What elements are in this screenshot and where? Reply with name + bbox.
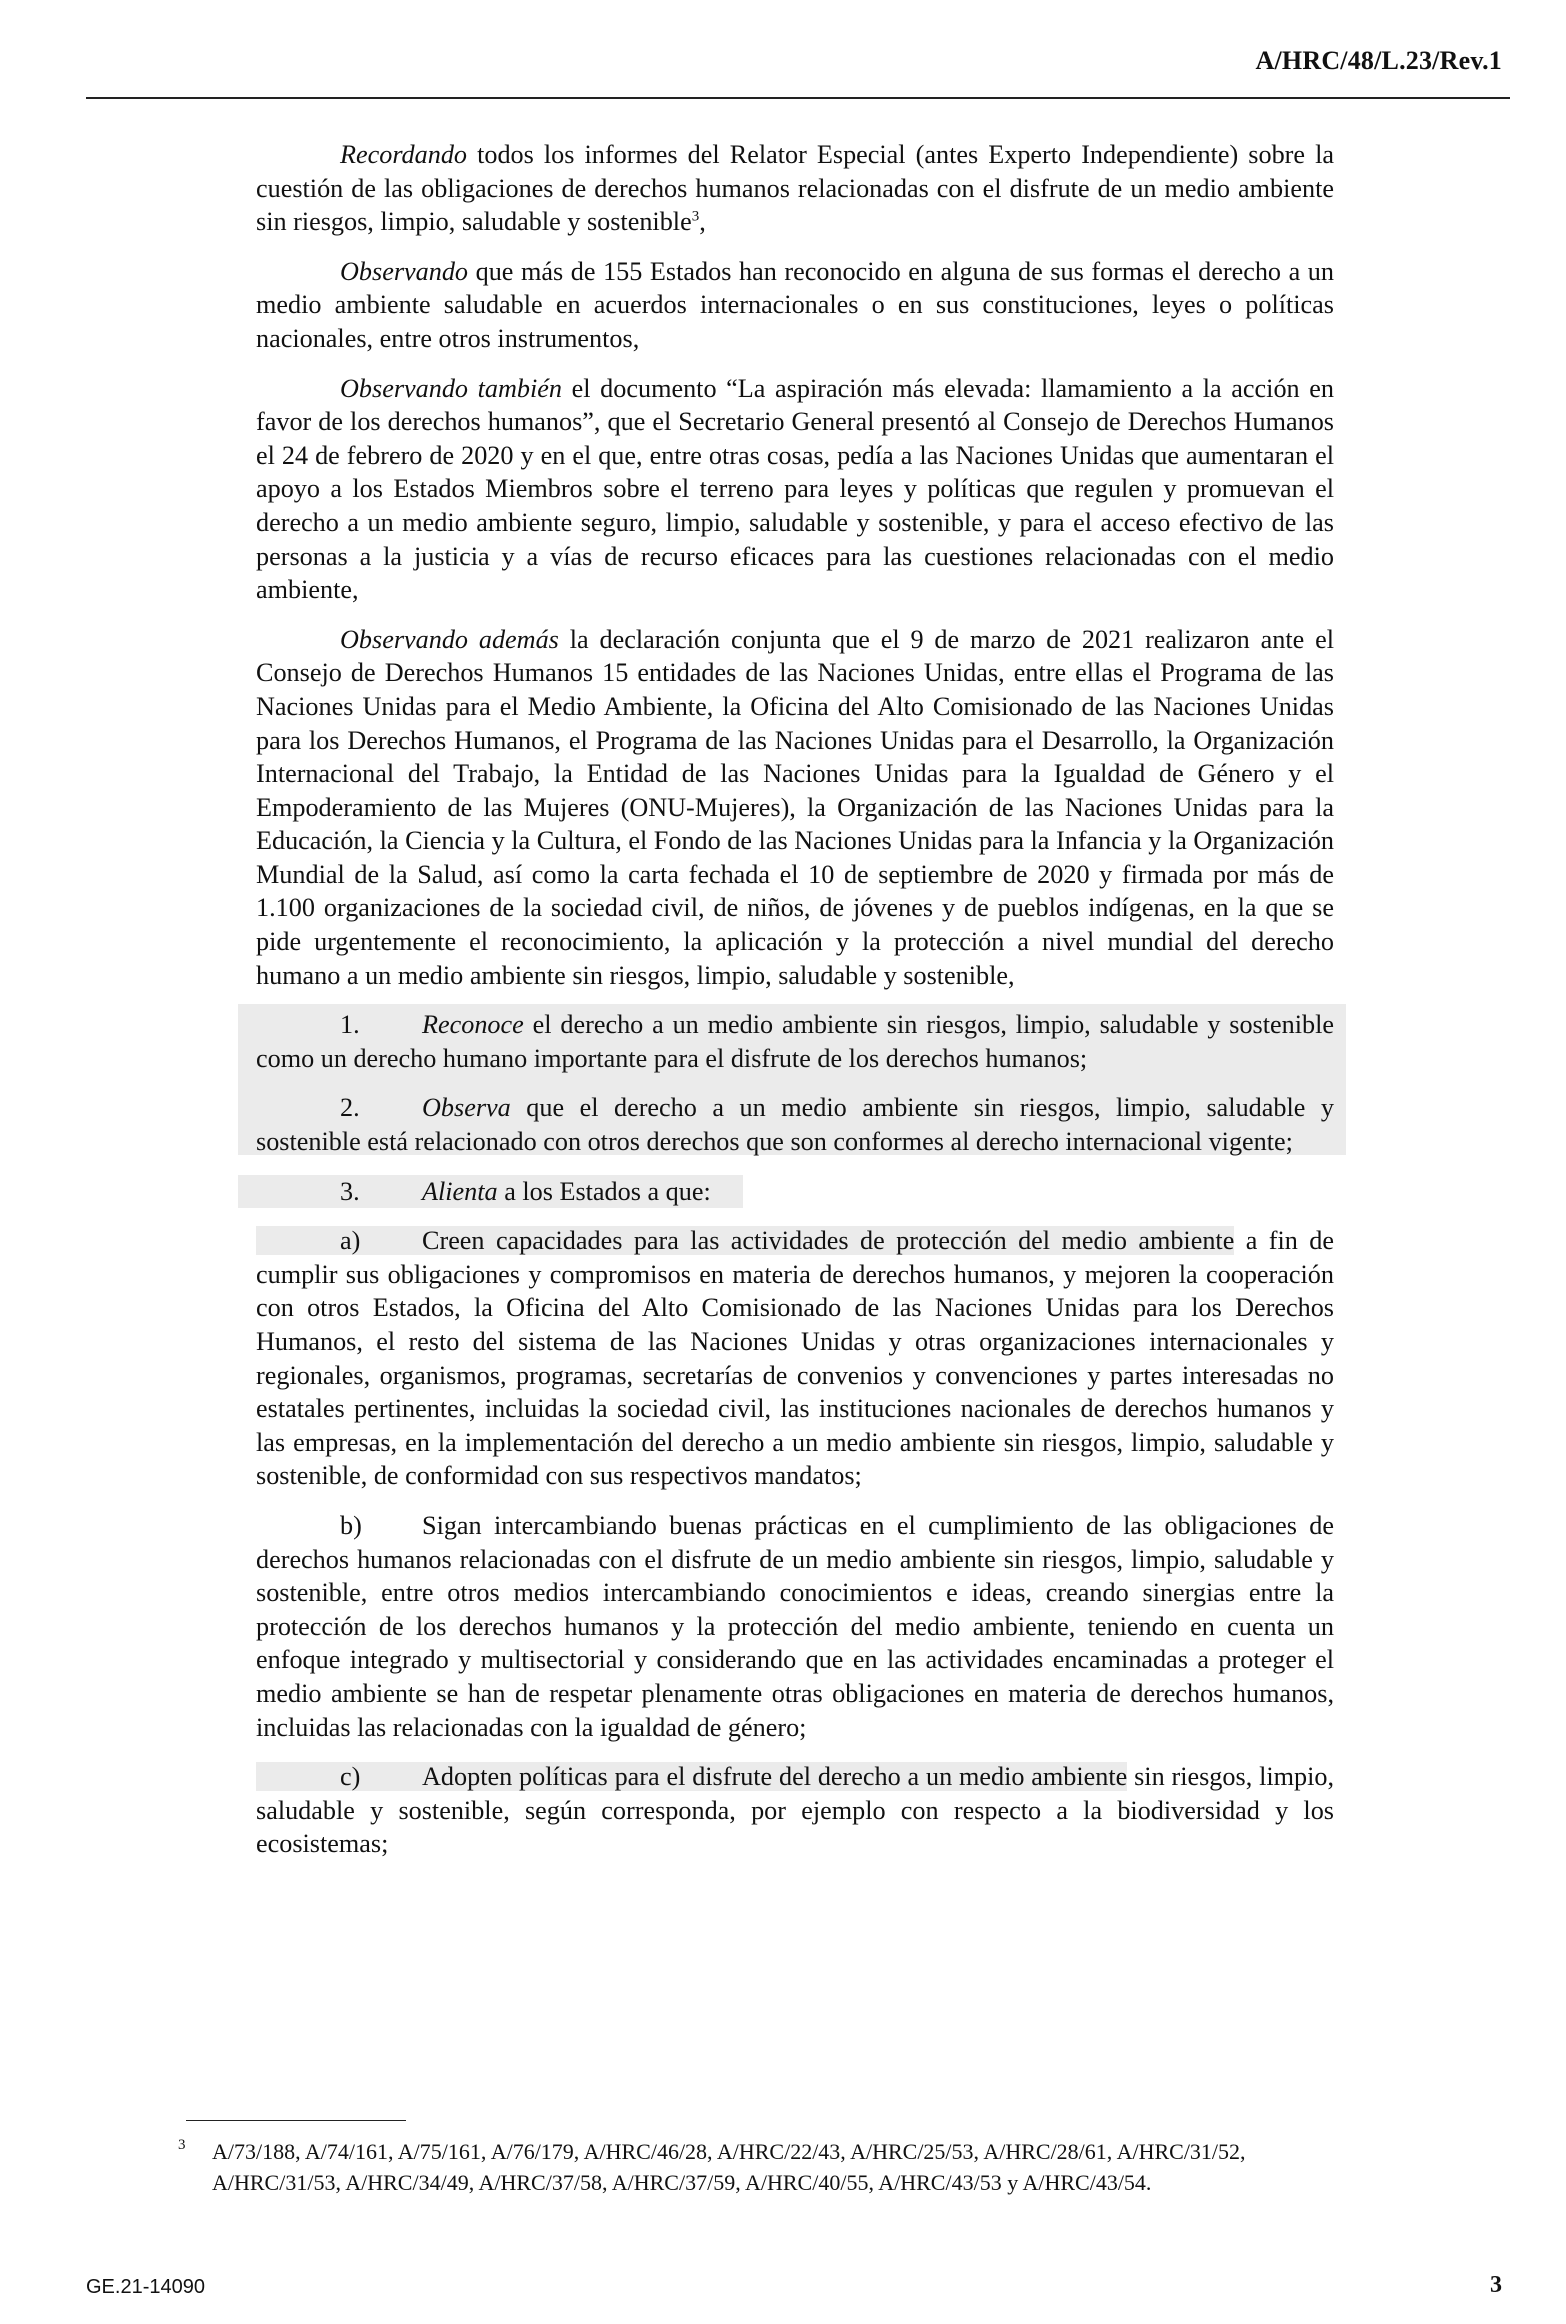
paragraph-text: la declaración conjunta que el 9 de marzo de 2021 realizaron ante el Consejo de Derechos Humanos 15 entidades de las Naciones Unidas, entre ellas el Programa de las Naciones Unidas para el Medio Ambiente, la Oficina del Alto Comisionado de las Naciones Unidas para los Derechos Humanos, el Programa de las Naciones Unidas para el Desarrollo, la Organización Internacional del Trabajo, la Entidad de las Naciones Unidas para la Igualdad de Género y el Empoderamiento de las Mujeres (ONU-Mujeres), la Organización de las Naciones Unidas para la Educación, la Ciencia y la Cultura, el Fondo de las Naciones Unidas para la Infancia y la Organización Mundial de la Salud, así como la carta fechada el 10 de septiembre de 2020 y firmada por más de 1.100 organizaciones de la sociedad civil, de niños, de jóvenes y de pueblos indígenas, en la que se pide urgentemente el reconocimiento, la aplicación y la protección a nivel mundial del derecho humano a un medio ambiente sin riesgos, limpio, saludable y sostenible, <box>256 624 1334 990</box>
paragraph-text: que más de 155 Estados han reconocido en alguna de sus formas el derecho a un medio ambiente saludable en acuerdos internacionales o en sus constituciones, leyes o políticas nacionales, entre otros instrumentos, <box>256 256 1334 353</box>
paragraph-lead: Observando <box>340 256 469 286</box>
operative-paragraph-3 <box>256 1175 1334 1209</box>
document-symbol: A/HRC/48/L.23/Rev.1 <box>1255 46 1502 75</box>
preambular-paragraph-observando-tambien <box>256 372 1334 607</box>
paragraph-text: a fin de cumplir sus obligaciones y compromisos en materia de derechos humanos, y mejoren la cooperación con otros Estados, la Oficina del Alto Comisionado de las Naciones Unidas para los Derechos Humanos, el resto del sistema de las Naciones Unidas y otras organizaciones internacionales y regionales, organismos, programas, secretarías de convenios y convenciones y partes interesadas no estatales pertinentes, incluidas la sociedad civil, las instituciones nacionales de derechos humanos y las empresas, en la implementación del derecho a un medio ambiente sin riesgos, limpio, saludable y sostenible, de conformidad con sus respectivos mandatos; <box>256 1226 1334 1491</box>
subparagraph-letter: b) <box>340 1510 362 1540</box>
preambular-paragraph-recordando <box>256 138 1334 239</box>
document-body <box>256 138 1334 1877</box>
preambular-paragraph-observando-ademas <box>256 623 1334 993</box>
page-number: 3 <box>1490 2272 1502 2298</box>
header-rule <box>86 97 1510 99</box>
operative-paragraph-2 <box>256 1091 1334 1158</box>
paragraph-text: que el derecho a un medio ambiente sin riesgos, limpio, saludable y sostenible está relacionado con otros derechos que son conformes al derecho internacional vigente; <box>256 1093 1334 1157</box>
subparagraph-a <box>256 1224 1334 1493</box>
operative-verb: Reconoce <box>422 1010 524 1040</box>
paragraph-lead: Observando también <box>340 373 563 403</box>
operative-block-highlighted <box>256 1008 1334 1158</box>
highlight-band <box>238 1175 743 1208</box>
subparagraph-letter: a) <box>340 1226 361 1256</box>
paragraph-tail: , <box>699 207 706 237</box>
operative-verb: Alienta <box>422 1176 498 1206</box>
footnote-ref[interactable]: 3 <box>691 208 700 225</box>
paragraph-text: Sigan intercambiando buenas prácticas en el cumplimiento de las obligaciones de derechos humanos relacionadas con el disfrute de un medio ambiente sin riesgos, limpio, saludable y sostenible, entre otros medios intercambiando conocimientos e ideas, creando sinergias entre la protección de los derechos humanos y la protección del medio ambiente, teniendo en cuenta un enfoque integrado y multisectorial y considerando que en las actividades encaminadas a proteger el medio ambiente se han de respetar plenamente otras obligaciones en materia de derechos humanos, incluidas las relacionadas con la igualdad de género; <box>256 1510 1334 1742</box>
paragraph-number: 2. <box>340 1093 360 1123</box>
paragraph-text: el documento “La aspiración más elevada: llamamiento a la acción en favor de los derechos humanos”, que el Secretario General presentó al Consejo de Derechos Humanos el 24 de febrero de 2020 y en el que, entre otras cosas, pedía a las Naciones Unidas que aumentaran el apoyo a los Estados Miembros sobre el terreno para leyes y políticas que regulen y promuevan el derecho a un medio ambiente seguro, limpio, saludable y sostenible, y para el acceso efectivo de las personas a la justicia y a vías de recurso eficaces para las cuestiones relacionadas con el medio ambiente, <box>256 373 1334 605</box>
paragraph-text: sin riesgos, limpio, saludable y sostenible, según corresponda, por ejemplo con respecto a la biodiversidad y los ecosistemas; <box>256 1762 1334 1859</box>
footnote-mark: 3 <box>178 2137 186 2153</box>
footnote-separator <box>186 2120 406 2121</box>
paragraph-text: a los Estados a que: <box>497 1176 711 1206</box>
preambular-paragraph-observando <box>256 255 1334 356</box>
operative-verb: Observa <box>422 1093 511 1123</box>
paragraph-lead: Observando además <box>340 624 559 654</box>
subparagraph-c <box>256 1760 1334 1861</box>
operative-paragraph-1 <box>256 1008 1334 1075</box>
highlighted-text: Adopten políticas para el disfrute del derecho a un medio ambiente <box>422 1762 1128 1792</box>
job-number: GE.21-14090 <box>86 2276 205 2298</box>
subparagraph-letter: c) <box>340 1762 361 1792</box>
paragraph-number: 3. <box>340 1176 360 1206</box>
subparagraph-b <box>256 1509 1334 1744</box>
highlight-band <box>256 1226 1234 1255</box>
highlight-band <box>256 1762 1127 1791</box>
paragraph-text: todos los informes del Relator Especial (antes Experto Independiente) sobre la cuestión de las obligaciones de derechos humanos relacionadas con el disfrute de un medio ambiente sin riesgos, limpio, saludable y sostenible <box>256 140 1334 237</box>
footnote-text: A/73/188, A/74/161, A/75/161, A/76/179, A/HRC/46/28, A/HRC/22/43, A/HRC/25/53, A/HRC/28/61, A/HRC/31/52, A/HRC/31/53, A/HRC/34/49, A/HRC/37/58, A/HRC/37/59, A/HRC/40/55, A/HRC/43/53 y A/HRC/43/54. <box>212 2139 1246 2195</box>
paragraph-lead: Recordando <box>340 140 468 169</box>
footnote-3 <box>178 2136 1252 2198</box>
paragraph-number: 1. <box>340 1010 360 1040</box>
paragraph-text: el derecho a un medio ambiente sin riesgos, limpio, saludable y sostenible como un derecho humano importante para el disfrute de los derechos humanos; <box>256 1010 1334 1073</box>
highlighted-text: Creen capacidades para las actividades de protección del medio ambiente <box>422 1226 1235 1256</box>
